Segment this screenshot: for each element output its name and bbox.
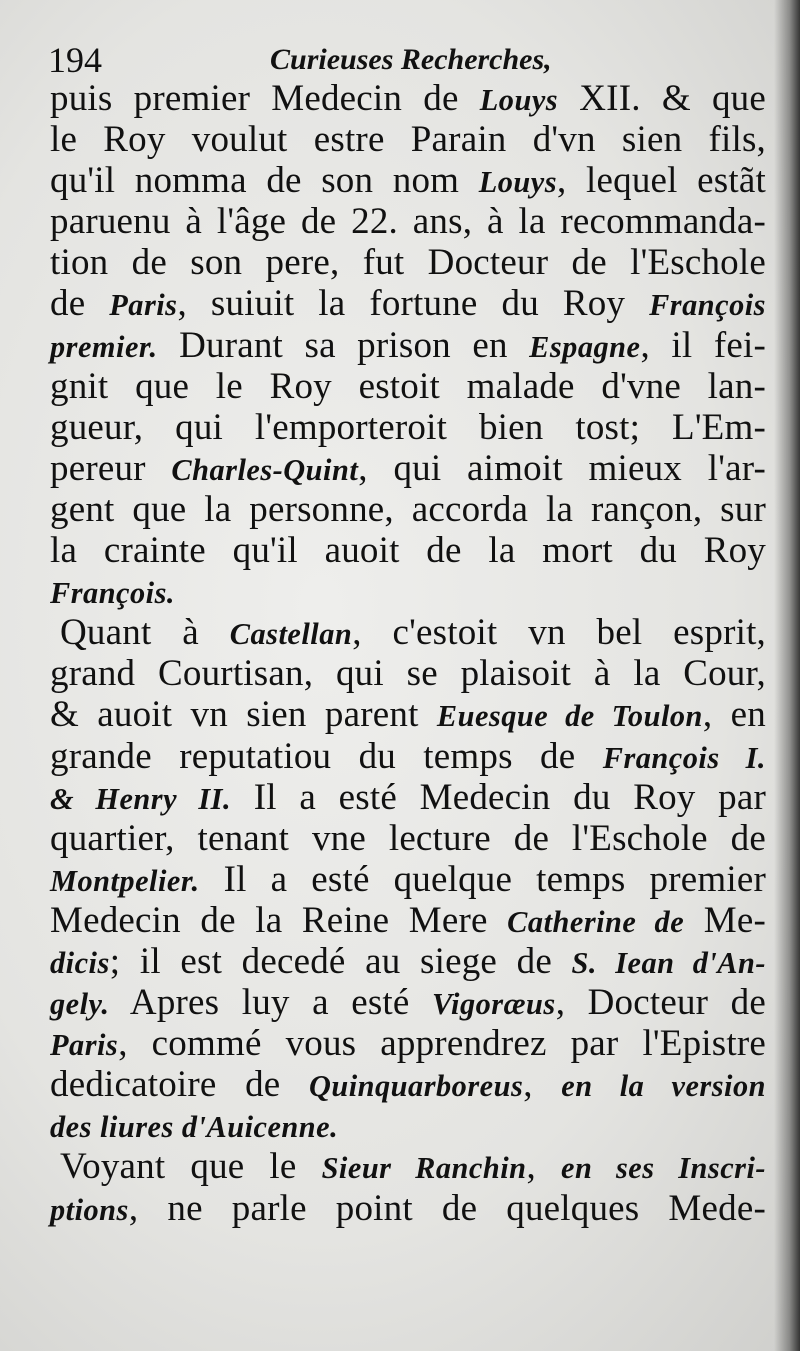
text-line	[50, 1064, 766, 1105]
text-line	[50, 1023, 766, 1064]
text-run: pereur	[50, 447, 172, 489]
text-run: Il a esté quelque temps premier	[199, 858, 766, 900]
text-line	[50, 736, 766, 777]
text-line	[50, 283, 766, 324]
text-run: la crainte qu'il auoit de la mort du Roy	[50, 530, 766, 572]
italic-text: Quinquarboreus	[308, 1069, 524, 1104]
text-run: gueur, qui l'emporteroit bien tost; L'Em-	[50, 406, 766, 448]
text-run: & auoit vn sien parent	[50, 694, 437, 736]
italic-text: Sieur Ranchin	[321, 1151, 527, 1186]
italic-text: dicis	[50, 945, 110, 980]
body-text	[50, 78, 766, 1229]
italic-text: François I.	[602, 740, 766, 775]
text-run: , il fei-	[640, 324, 766, 366]
text-run: gnit que le Roy estoit malade d'vne lan-	[50, 365, 766, 407]
text-run: Durant sa prison en	[157, 324, 530, 366]
text-run: Medecin de la Reine Mere	[50, 899, 508, 941]
text-line	[50, 982, 766, 1023]
italic-text: Louys	[478, 165, 558, 200]
text-line	[50, 160, 766, 201]
text-run: de	[50, 283, 110, 325]
text-line	[50, 325, 766, 366]
italic-text: Castellan	[229, 617, 353, 652]
italic-text: Euesque de Toulon	[436, 699, 703, 734]
text-run: ,	[523, 1064, 562, 1106]
text-run: Apres luy a esté	[109, 982, 432, 1024]
italic-text: François.	[50, 576, 175, 611]
text-run: gent que la personne, accorda la rançon, sur	[50, 488, 766, 530]
text-run: , lequel estãt	[557, 160, 766, 202]
text-line	[50, 201, 766, 242]
book-gutter-shadow	[774, 0, 800, 1351]
text-line	[50, 489, 766, 530]
text-line	[50, 612, 766, 653]
text-run: grande reputatiou du temps de	[50, 735, 603, 777]
text-line	[50, 1146, 766, 1187]
italic-text: Espagne	[529, 329, 641, 364]
italic-text: ptions	[50, 1192, 129, 1227]
text-line	[50, 242, 766, 283]
italic-text: gely.	[50, 987, 110, 1022]
italic-text: Montpelier.	[50, 863, 200, 898]
text-run: , Docteur de	[555, 982, 766, 1024]
text-run: , suiuit la fortune du Roy	[177, 283, 650, 325]
italic-text: Catherine de	[507, 904, 685, 939]
text-line	[50, 448, 766, 489]
text-line	[50, 941, 766, 982]
text-line	[50, 366, 766, 407]
italic-text: François	[649, 288, 766, 323]
text-run: tion de son pere, fut Docteur de l'Eschole	[50, 242, 766, 284]
italic-text: des liures d'Auicenne.	[50, 1110, 339, 1145]
italic-text: Paris	[50, 1028, 119, 1063]
text-run: Quant à	[60, 612, 230, 654]
italic-text: en la version	[561, 1069, 766, 1104]
text-line	[50, 900, 766, 941]
text-run: puis premier Medecin de	[50, 78, 480, 119]
text-line	[50, 1105, 766, 1146]
text-run: le Roy voulut estre Parain d'vn sien fils,	[50, 119, 766, 161]
text-run: , qui aimoit mieux l'ar-	[358, 447, 767, 489]
text-run: paruenu à l'âge de 22. ans, à la recommanda-	[50, 201, 766, 243]
text-line	[50, 530, 766, 571]
italic-text: premier.	[50, 329, 158, 364]
text-line	[50, 653, 766, 694]
text-run: , en	[702, 694, 766, 736]
italic-text: & Henry II.	[50, 781, 232, 816]
text-line	[50, 818, 766, 859]
page-number: 194	[48, 40, 102, 80]
text-line	[50, 859, 766, 900]
text-run: XII. & que	[558, 78, 767, 119]
text-run: ; il est decedé au siege de	[109, 940, 572, 982]
text-line	[50, 777, 766, 818]
text-line	[50, 571, 766, 612]
italic-text: en ses Inscri-	[561, 1151, 766, 1186]
running-head: Curieuses Recherches,	[270, 43, 552, 76]
text-line	[50, 119, 766, 160]
text-line	[50, 1188, 766, 1229]
page-header	[48, 40, 608, 80]
text-run: dedicatoire de	[50, 1064, 309, 1106]
text-run: Il a esté Medecin du Roy par	[231, 776, 766, 818]
text-run: , commé vous apprendrez par l'Epistre	[118, 1023, 766, 1065]
italic-text: S. Iean d'An-	[571, 945, 766, 980]
text-run: , c'estoit vn bel esprit,	[352, 612, 767, 654]
text-run: quartier, tenant vne lecture de l'Eschole de	[50, 817, 766, 859]
text-line	[50, 407, 766, 448]
text-run: grand Courtisan, qui se plaisoit à la Cour,	[50, 653, 766, 695]
text-line	[50, 78, 766, 119]
italic-text: Louys	[479, 83, 559, 117]
text-run: , ne parle point de quelques Mede-	[128, 1187, 766, 1229]
italic-text: Paris	[109, 288, 178, 323]
text-line	[50, 694, 766, 735]
text-run: ,	[526, 1146, 562, 1188]
text-run: qu'il nomma de son nom	[50, 160, 479, 202]
italic-text: Charles-Quint	[171, 452, 359, 487]
text-run: Me-	[684, 899, 766, 941]
text-run: Voyant que le	[60, 1146, 322, 1188]
italic-text: Vigoræus	[432, 987, 556, 1022]
